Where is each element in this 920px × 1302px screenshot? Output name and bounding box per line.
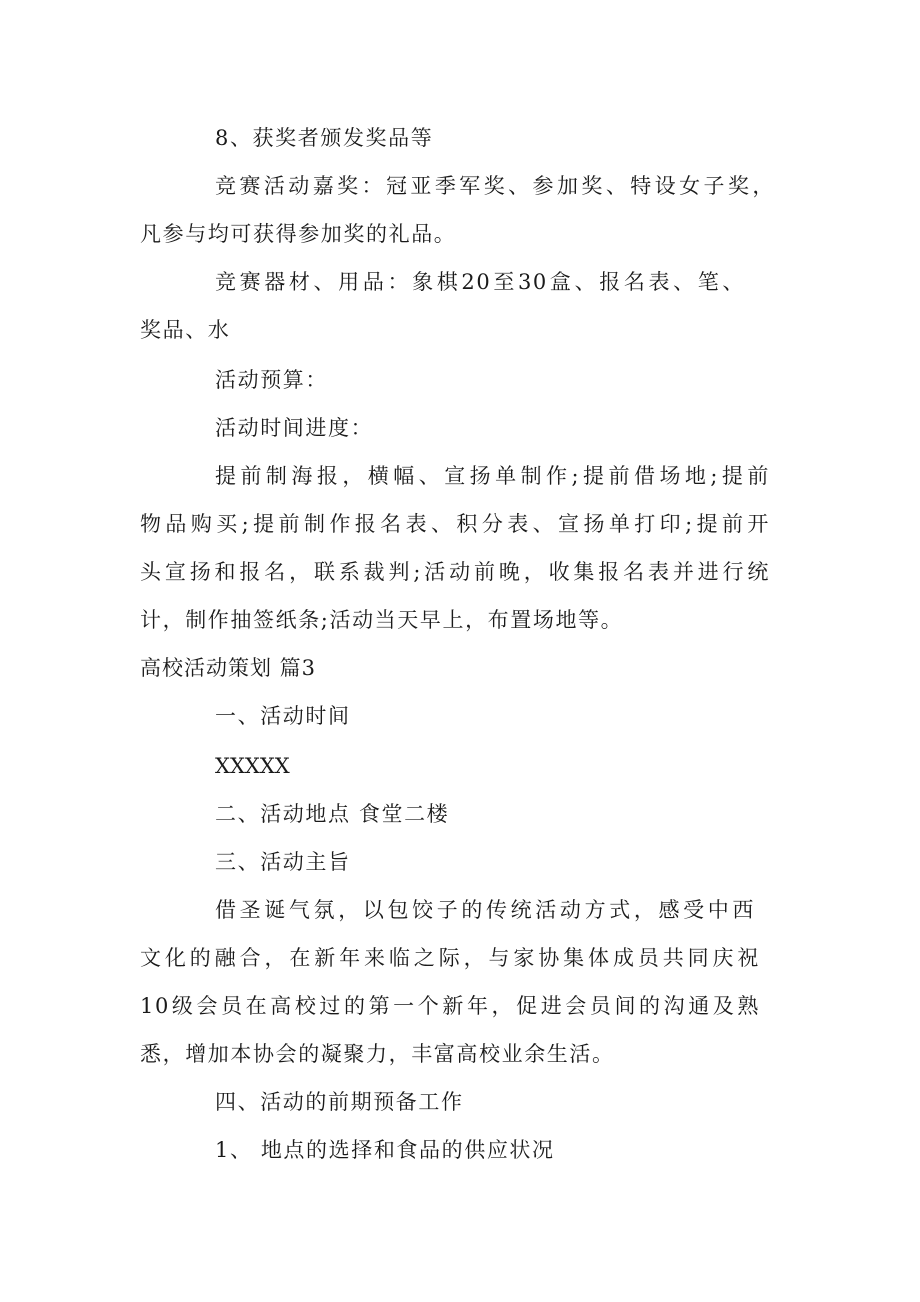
text-line: 头宣扬和报名，联系裁判;活动前晚，收集报名表并进行统: [140, 560, 770, 584]
text-line: 活动时间进度：: [215, 416, 374, 440]
text-line: 悉，增加本协会的凝聚力，丰富高校业余生活。: [140, 1042, 615, 1066]
text-line: 计，制作抽签纸条;活动当天早上，布置场地等。: [140, 608, 624, 632]
text-line: 1、 地点的选择和食品的供应状况: [215, 1138, 555, 1162]
text-line: 二、活动地点 食堂二楼: [215, 802, 450, 826]
text-line: 物品购买;提前制作报名表、积分表、宣扬单打印;提前开: [140, 512, 770, 536]
text-line: XXXXX: [215, 754, 290, 778]
text-line: 活动预算：: [215, 368, 328, 392]
section-heading: 高校活动策划 篇3: [140, 656, 317, 680]
text-line: 凡参与均可获得参加奖的礼品。: [140, 222, 457, 246]
text-line: 奖品、水: [140, 318, 231, 342]
text-line: 10级会员在高校过的第一个新年，促进会员间的沟通及熟: [140, 994, 760, 1018]
text-line: 竞赛活动嘉奖：冠亚季军奖、参加奖、特设女子奖，: [215, 174, 775, 198]
text-line: 三、活动主旨: [215, 850, 351, 874]
text-line: 提前制海报，横幅、宣扬单制作;提前借场地;提前: [215, 464, 770, 488]
text-line: 8、获奖者颁发奖品等: [215, 126, 434, 150]
text-line: 竞赛器材、用品：象棋20至30盒、报名表、笔、: [215, 270, 745, 294]
text-line: 文化的融合，在新年来临之际，与家协集体成员共同庆祝: [140, 946, 760, 970]
text-line: 借圣诞气氛，以包饺子的传统活动方式，感受中西: [215, 898, 755, 922]
text-line: 一、活动时间: [215, 704, 351, 728]
text-line: 四、活动的前期预备工作: [215, 1090, 464, 1114]
